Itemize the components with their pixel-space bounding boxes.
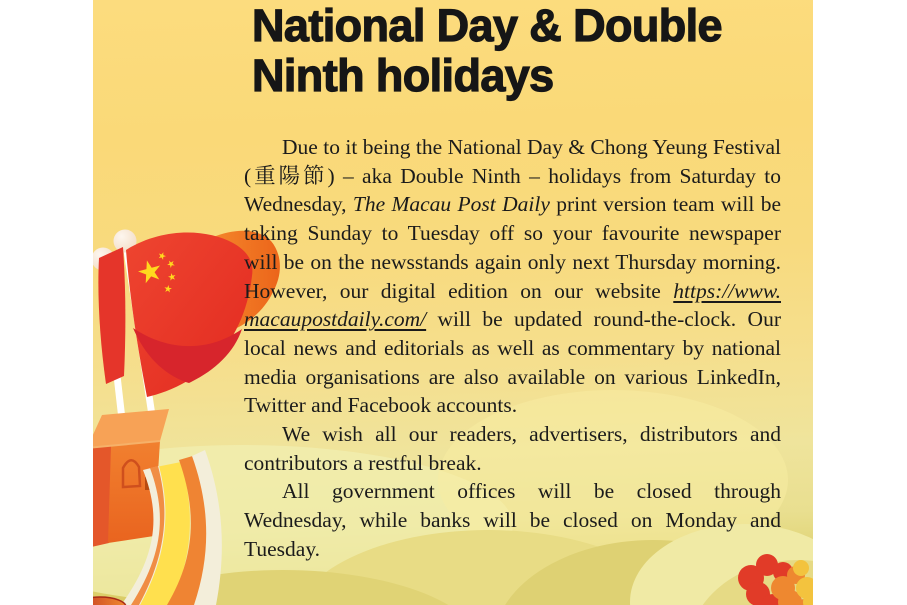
text-run: print version team will be taking Sunday to Tuesday off so your favourite newspaper will be on the newsstands again only next Thursday morning. However, our digital edition on our website bbox=[244, 192, 781, 303]
headline-line2: Ninth holidays bbox=[252, 49, 554, 101]
paragraph bbox=[244, 420, 781, 477]
paragraph bbox=[244, 477, 781, 563]
text-run: All government offices will be closed through Wednesday, while banks will be closed on Monday and Tuesday. bbox=[244, 479, 781, 561]
text-run: will be updated round-the-clock. Our local news and editorials as well as commentary by national media organisations are also available on various LinkedIn, Twitter and Facebook accounts. bbox=[244, 307, 781, 418]
headline-line1: National Day & Double bbox=[252, 0, 722, 51]
text-run: The Macau Post Daily bbox=[352, 192, 550, 217]
website-link[interactable]: macaupostdaily.com/ bbox=[244, 307, 427, 332]
holiday-notice-poster bbox=[93, 0, 813, 605]
text-run: We wish all our readers, advertisers, distributors and contributors a restful break. bbox=[244, 422, 781, 475]
cut-flower-bottom-left bbox=[93, 597, 126, 605]
paragraph bbox=[244, 133, 781, 420]
small-red-flag bbox=[98, 247, 125, 384]
article-body bbox=[244, 133, 781, 564]
website-link[interactable]: https://www. bbox=[673, 278, 781, 303]
headline bbox=[252, 1, 722, 100]
text-run: Due to it being the National Day & Chong Yeung Festival (重陽節) – aka Double Ninth – holidays from Saturday to Wednesday, bbox=[244, 135, 781, 217]
